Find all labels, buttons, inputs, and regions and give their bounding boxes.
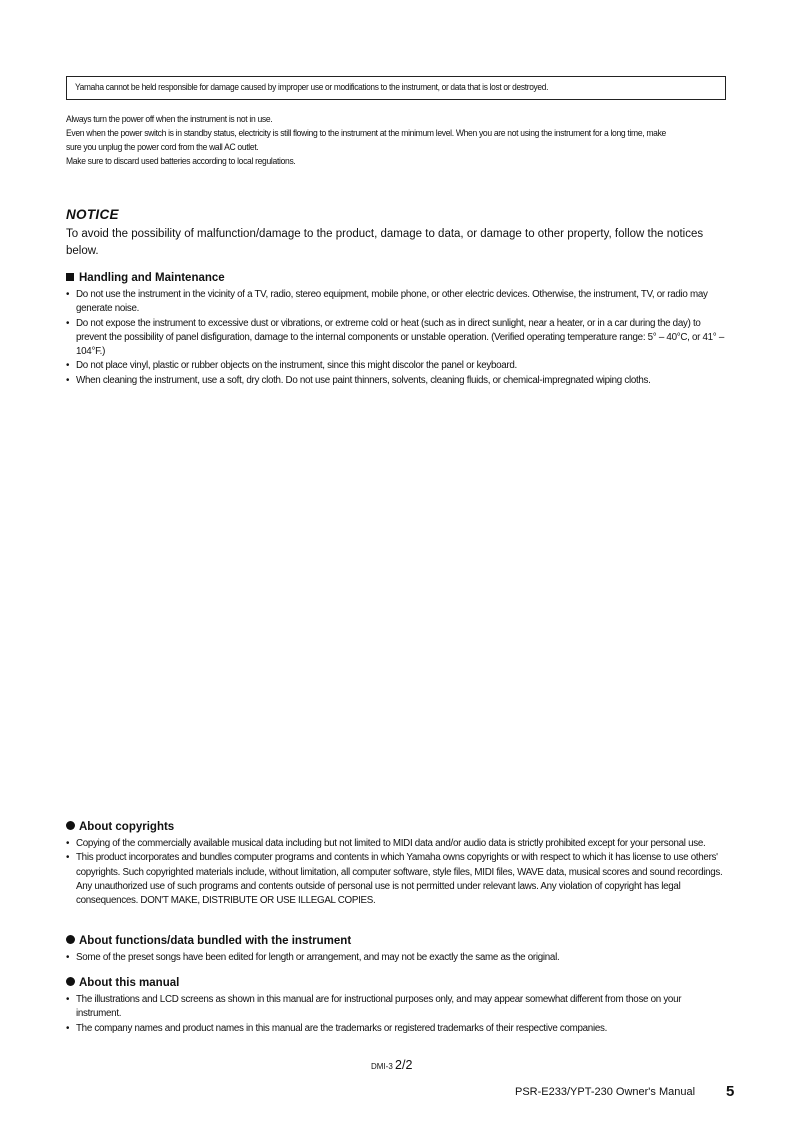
handling-heading — [66, 272, 225, 284]
manual-heading — [66, 977, 179, 989]
functions-heading — [66, 935, 351, 947]
dmi-code — [371, 1058, 412, 1072]
square-bullet-icon — [66, 273, 74, 281]
copyrights-heading-text: About copyrights — [79, 821, 175, 833]
notice-title: NOTICE — [66, 207, 119, 222]
page-number: 5 — [726, 1083, 735, 1100]
power-note: Even when the power switch is in standby status, electricity is still flowing to the instrument at the minimum level. When you are not using the instrument for a long time, make — [66, 128, 666, 138]
list-item: • The illustrations and LCD screens as shown in this manual are for instructional purposes only, and may appear somewhat different from those on your instrument. — [66, 994, 682, 1020]
list-item: • Do not place vinyl, plastic or rubber objects on the instrument, since this might discolor the panel or keyboard. — [66, 360, 517, 372]
dmi-code-text: DMI-3 — [371, 1062, 393, 1071]
list-item: • Some of the preset songs have been edited for length or arrangement, and may not be exactly the same as the original. — [66, 952, 560, 963]
manual-title: PSR-E233/YPT-230 Owner's Manual — [515, 1086, 696, 1098]
functions-list — [66, 951, 728, 965]
disclaimer-box — [66, 76, 726, 100]
list-item: • Copying of the commercially available musical data including but not limited to MIDI data and/or audio data is strictly prohibited except for your personal use. — [66, 838, 706, 849]
power-note: Always turn the power off when the instrument is not in use. — [66, 114, 273, 124]
copyrights-heading — [66, 821, 174, 833]
handling-heading-text: Handling and Maintenance — [79, 272, 225, 284]
manual-list — [66, 993, 728, 1036]
list-item: • When cleaning the instrument, use a soft, dry cloth. Do not use paint thinners, solvents, cleaning fluids, or chemical-impregnated wiping cloths. — [66, 374, 651, 386]
circle-bullet-icon — [66, 935, 75, 944]
disclaimer-text: Yamaha cannot be held responsible for damage caused by improper use or modifications to the instrument, or data that is lost or destroyed. — [75, 82, 549, 92]
circle-bullet-icon — [66, 977, 75, 986]
dmi-page: 2/2 — [395, 1058, 413, 1072]
power-note: sure you unplug the power cord from the wall AC outlet. — [66, 142, 259, 152]
notice-intro: To avoid the possibility of malfunction/damage to the product, damage to data, or damage to other property, follow the notices below. — [66, 228, 704, 257]
list-item: • The company names and product names in this manual are the trademarks or registered trademarks of their respective companies. — [66, 1022, 607, 1034]
handling-list — [66, 288, 728, 388]
manual-heading-text: About this manual — [79, 977, 180, 989]
list-item: • This product incorporates and bundles computer programs and contents in which Yamaha owns copyrights or with respect to which it has license to use others' copyrights. Such copyrighted materials include, without limitation, all computer software, style files, MIDI files, WAVE data, musical scores and sound recordings. Any unauthorized use of such programs and contents outside of personal use is not permitted under relevant laws. Any violation of copyright has legal consequences. DON'T MAKE, DISTRIBUTE OR USE ILLEGAL COPIES. — [66, 852, 723, 907]
functions-heading-text: About functions/data bundled with the instrument — [79, 935, 352, 947]
circle-bullet-icon — [66, 821, 75, 830]
copyrights-list — [66, 837, 728, 908]
list-item: • Do not expose the instrument to excessive dust or vibrations, or extreme cold or heat (such as in direct sunlight, near a heater, or in a car during the day) to prevent the possibility of panel disfiguration, damage to the internal components or unstable operation. (Verified operating temperature range: 5° – 40°C, or 41° – 104°F.) — [66, 317, 724, 358]
battery-note: Make sure to discard used batteries according to local regulations. — [66, 156, 296, 166]
list-item: • Do not use the instrument in the vicinity of a TV, radio, stereo equipment, mobile phone, or other electric devices. Otherwise, the instrument, TV, or radio may generate noise. — [66, 289, 708, 315]
